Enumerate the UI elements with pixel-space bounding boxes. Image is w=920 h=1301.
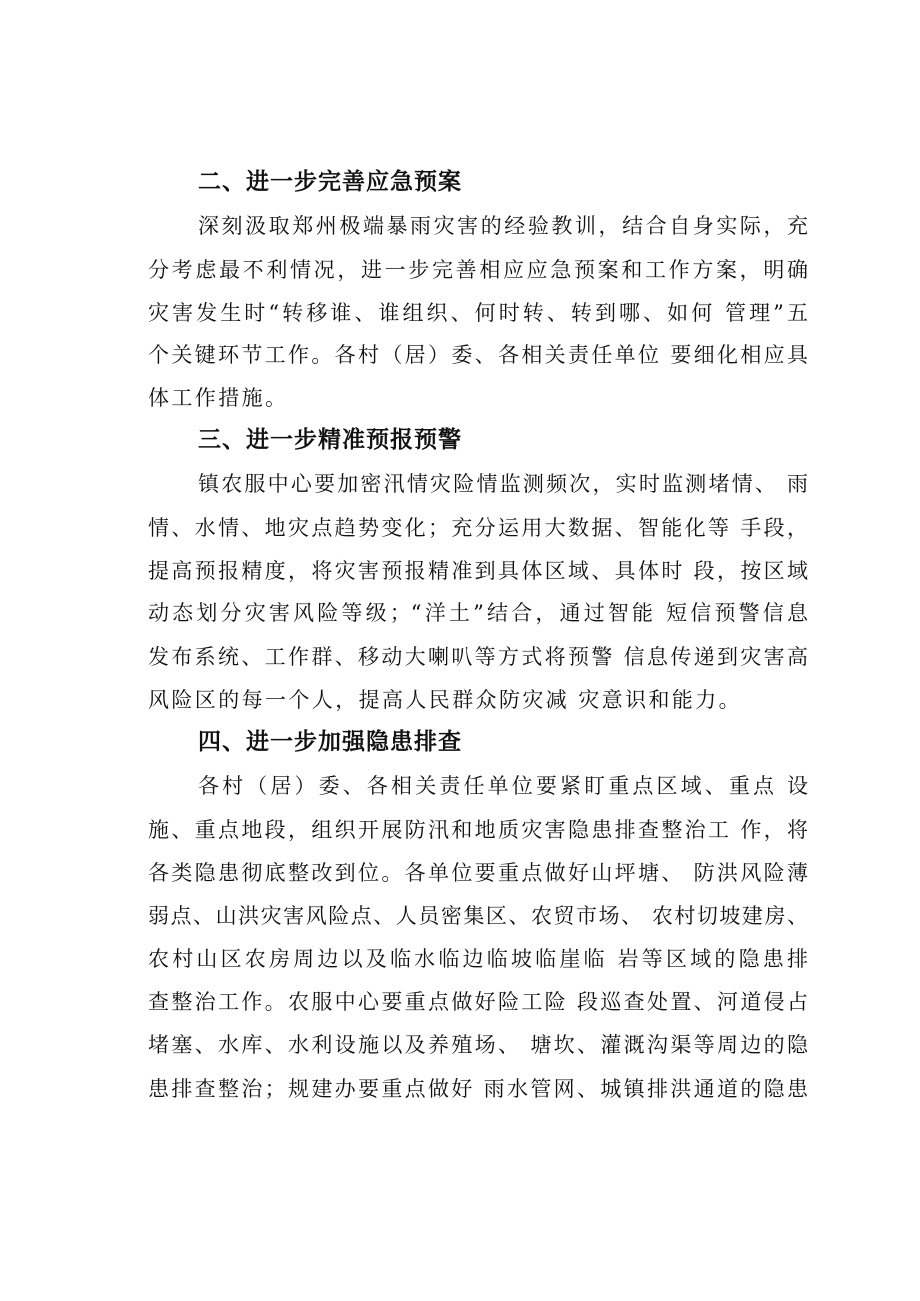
paragraph-line: 查整治工作。农服中心要重点做好险工险 段巡查处置、河道侵占 — [148, 990, 808, 1014]
paragraph-line: 动态划分灾害风险等级；“洋土”结合，通过智能 短信预警信息 — [148, 601, 808, 625]
paragraph-line: 个关键环节工作。各村（居）委、各相关责任单位 要细化相应具 — [148, 343, 808, 367]
paragraph-line: 各类隐患彻底整改到位。各单位要重点做好山坪塘、 防洪风险薄 — [148, 861, 808, 885]
section-heading-4: 四、进一步加强隐患排查 — [198, 729, 462, 755]
paragraph-line: 农村山区农房周边以及临水临边临坡临崖临 岩等区域的隐患排 — [148, 947, 808, 971]
paragraph-line: 体工作措施。 — [148, 386, 289, 410]
paragraph-line: 弱点、山洪灾害风险点、人员密集区、农贸市场、 农村切坡建房、 — [148, 904, 808, 928]
paragraph-line: 发布系统、工作群、移动大喇叭等方式将预警 信息传递到灾害高 — [148, 645, 808, 669]
paragraph-line: 提高预报精度，将灾害预报精准到具体区域、具体时 段，按区域 — [148, 559, 808, 583]
paragraph-line: 情、水情、地灾点趋势变化；充分运用大数据、智能化等 手段， — [148, 516, 808, 540]
paragraph-line: 灾害发生时“转移谁、谁组织、何时转、转到哪、如何 管理”五 — [148, 301, 808, 325]
paragraph-line: 分考虑最不利情况，进一步完善相应应急预案和工作方案，明确 — [148, 258, 808, 282]
paragraph-line: 施、重点地段，组织开展防汛和地质灾害隐患排查整治工 作，将 — [148, 818, 808, 842]
section-heading-3: 三、进一步精准预报预警 — [198, 427, 462, 453]
paragraph-line: 深刻汲取郑州极端暴雨灾害的经验教训，结合自身实际，充 — [198, 214, 808, 238]
paragraph-line: 患排查整治；规建办要重点做好 雨水管网、城镇排洪通道的隐患 — [148, 1077, 808, 1101]
paragraph-line: 堵塞、水库、水利设施以及养殖场、 塘坎、灌溉沟渠等周边的隐 — [148, 1033, 808, 1057]
paragraph-line: 风险区的每一个人，提高人民群众防灾减 灾意识和能力。 — [148, 688, 743, 712]
section-heading-2: 二、进一步完善应急预案 — [198, 169, 462, 195]
paragraph-line: 各村（居）委、各相关责任单位要紧盯重点区域、重点 设 — [198, 774, 808, 798]
paragraph-line: 镇农服中心要加密汛情灾险情监测频次，实时监测堵情、 雨 — [198, 472, 808, 496]
